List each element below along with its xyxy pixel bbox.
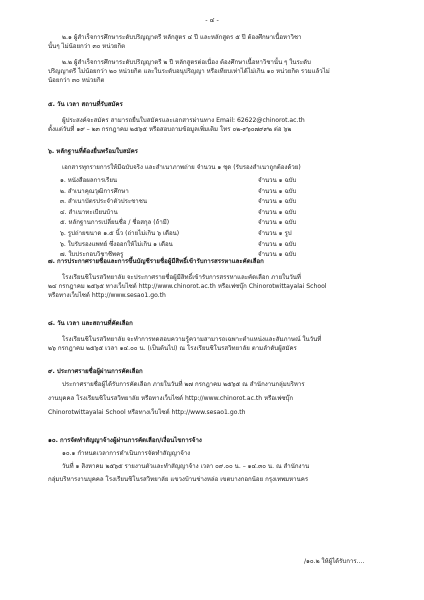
document-item-label: ๑. หนังสือผลการเรียน bbox=[60, 177, 118, 184]
document-item-amount: จำนวน ๑ ฉบับ bbox=[258, 208, 297, 216]
document-item-label: ๖. ใบรับรองแพทย์ ซึ่งออกให้ไม่เกิน ๑ เดือน bbox=[60, 240, 173, 248]
section-5-line: ผู้ประสงค์จะสมัคร สามารถยื่นใบสมัครและเอกสารผ่านทาง Email: 62622@chinorot.ac.th bbox=[62, 117, 305, 124]
section-9-heading: ๙. ประกาศรายชื่อผู้ผ่านการคัดเลือก bbox=[48, 368, 143, 375]
intro-line: นั้นๆ ไม่น้อยกว่า ๓๐ หน่วยกิต bbox=[48, 43, 126, 50]
document-item-label: ๔. สำเนาทะเบียนบ้าน bbox=[60, 208, 118, 216]
document-item-amount: จำนวน ๑ ฉบับ bbox=[258, 240, 297, 248]
section-10-line: ๑๐.๑ กำหนดเวลาการดำเนินการจัดทำสัญญาจ้าง bbox=[62, 450, 191, 457]
intro-line: ปริญญาตรี ไม่น้อยกว่า ๒๐ หน่วยกิต และในระดับอนุปริญญา หรือเทียบเท่าได้ไม่เกิน ๑๐ หน่วยกิต รวมแล้วไม่ bbox=[48, 68, 330, 75]
section-9-line: งานบุคคล โรงเรียนชิโนรสวิทยาลัย หรือทางเว็บไซต์ http://www.chinorot.ac.th หรือเฟซบุ๊ก bbox=[48, 395, 294, 402]
section-8-heading: ๘. วัน เวลา และสถานที่คัดเลือก bbox=[48, 320, 133, 327]
section-7-line: หรือทางเว็บไซต์ http://www.sesao1.go.th bbox=[48, 292, 166, 299]
section-7-heading: ๗. การประกาศรายชื่อและการขึ้นบัญชีรายชื่อผู้มีสิทธิ์เข้ารับการสรรหาและคัดเลือก bbox=[48, 258, 264, 265]
page-number: - ๔ - bbox=[205, 16, 219, 24]
document-list-item bbox=[60, 219, 360, 228]
document-item-label: ๒. สำเนาคุณวุฒิการศึกษา bbox=[60, 187, 129, 195]
document-item-amount: จำนวน ๑ ฉบับ bbox=[258, 198, 297, 206]
document-item-label: ๖. รูปถ่ายขนาด ๑.๕ นิ้ว (ถ่ายไม่เกิน ๖ เดือน) bbox=[60, 230, 180, 237]
section-7-line: โรงเรียนชิโนรสวิทยาลัย จะประกาศรายชื่อผู้มีสิทธิ์เข้ารับการสรรหาและคัดเลือก ภายในวันที่ bbox=[62, 274, 301, 281]
section-5-line: ตั้งแต่วันที่ ๑๙ – ๒๓ กรกฎาคม ๒๕๖๕ หรือสอบถามข้อมูลเพิ่มเติม โทร ๐๒-๙๖๐๗๙๙๒ ต่อ ๖๒ bbox=[48, 126, 292, 133]
intro-line: น้อยกว่า ๓๐ หน่วยกิต bbox=[48, 77, 105, 84]
document-list-item bbox=[60, 177, 360, 186]
continuation-note: /๑๐.๒ ให้ผู้ได้รับการ.... bbox=[304, 558, 365, 565]
document-item-amount: จำนวน ๑ ฉบับ bbox=[258, 251, 297, 259]
intro-line: ๒.๑ ผู้สำเร็จการศึกษาระดับปริญญาตรี หลักสูตร ๔ ปี และหลักสูตร ๕ ปี ต้องศึกษาเนื้อหาวิชา bbox=[62, 34, 302, 41]
section-8-line: ๒๖ กรกฎาคม ๒๕๖๕ เวลา ๑๔.๐๐ น. (เป็นต้นไป) ณ โรงเรียนชิโนรสวิทยาลัย ตามลำดับผู้สมัคร bbox=[48, 345, 297, 352]
document-list-item bbox=[60, 209, 360, 218]
document-list-item bbox=[60, 241, 360, 250]
document-item-amount: จำนวน ๑ ฉบับ bbox=[258, 187, 297, 195]
document-item-label: ๕. หลักฐานการเปลี่ยนชื่อ / ชื่อสกุล (ถ้ามี) bbox=[60, 219, 170, 227]
section-6-heading: ๖. หลักฐานที่ต้องยื่นพร้อมใบสมัคร bbox=[48, 148, 138, 155]
document-list-item bbox=[60, 198, 360, 207]
document-item-amount: จำนวน ๑ ฉบับ bbox=[258, 219, 297, 227]
section-10-heading: ๑๐. การจัดทำสัญญาจ้างผู้ผ่านการคัดเลือก/เงื่อนไขการจ้าง bbox=[48, 437, 202, 444]
section-10-line: วันที่ ๑ สิงหาคม ๒๕๖๕ รายงานตัวและทำสัญญาจ้าง เวลา ๐๙.๐๐ น. – ๑๔.๓๐ น. ณ สำนักงาน bbox=[62, 463, 310, 470]
document-item-label: ๗. ใบประกอบวิชาชีพครู bbox=[60, 251, 124, 259]
section-5-heading: ๕. วัน เวลา สถานที่รับสมัคร bbox=[48, 101, 123, 108]
section-9-line: ประกาศรายชื่อผู้ได้รับการคัดเลือก ภายในวันที่ ๒๗ กรกฎาคม ๒๕๖๕ ณ สำนักงานกลุ่มบริหาร bbox=[62, 381, 305, 388]
document-list-item bbox=[60, 188, 360, 197]
document-item-label: ๓. สำเนาบัตรประจำตัวประชาชน bbox=[60, 198, 148, 206]
document-list-item bbox=[60, 230, 360, 239]
section-10-line: กลุ่มบริหารงานบุคคล โรงเรียนชิโนรสวิทยาลัย แขวงบ้านช่างหล่อ เขตบางกอกน้อย กรุงเทพมหานคร bbox=[48, 476, 309, 483]
section-9-line: Chinorotwittayalai School หรือทางเว็บไซต์ http://www.sesao1.go.th bbox=[48, 409, 246, 416]
document-item-amount: จำนวน ๑ รูป bbox=[258, 230, 292, 237]
section-8-line: โรงเรียนชิโนรสวิทยาลัย จะทำการทดสอบความรู้ความสามารถเฉพาะตำแหน่งและสัมภาษณ์ ในวันที่ bbox=[62, 336, 322, 343]
intro-line: ๒.๒ ผู้สำเร็จการศึกษาระดับปริญญาตรี ๒ ปี หลักสูตรต่อเนื่อง ต้องศึกษาเนื้อหาวิชานั้น ๆ ในระดับ bbox=[62, 59, 311, 66]
document-item-amount: จำนวน ๑ ฉบับ bbox=[258, 177, 297, 184]
section-6-intro: เอกสารทุกรายการให้มีฉบับจริง และสำเนาภาพถ่าย จำนวน ๑ ชุด (รับรองสำเนาถูกต้องด้วย) bbox=[62, 164, 301, 171]
section-7-line: ๒๔ กรกฎาคม ๒๕๖๕ ทางเว็บไซต์ http://www.chinorot.ac.th หรือเฟซบุ๊ก Chinorotwittayalai School bbox=[48, 283, 327, 290]
